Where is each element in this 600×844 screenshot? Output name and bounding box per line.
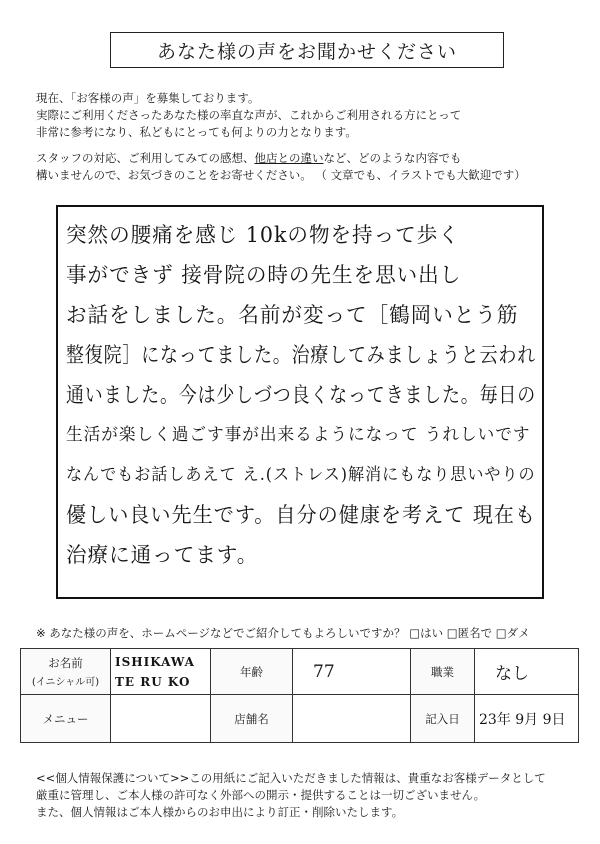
intro-text: [36, 90, 576, 184]
name-value-line2: TE RU KO: [115, 674, 191, 689]
job-field[interactable]: [475, 649, 579, 695]
handwritten-line: 突然の腰痛を感じ 10kの物を持って歩く: [66, 223, 460, 247]
comment-box[interactable]: [56, 205, 544, 599]
date-field[interactable]: [475, 695, 579, 743]
menu-field[interactable]: [111, 695, 211, 743]
handwritten-line: 整復院］になってました。治療してみましょうと云われ: [66, 343, 536, 367]
name-label: [21, 649, 111, 695]
intro-line: 現在、「お客様の声」を募集しております。: [36, 91, 260, 105]
age-value: 77: [313, 661, 335, 682]
name-field[interactable]: [111, 649, 211, 695]
handwritten-line: お話をしました。名前が変って［鶴岡いとう筋: [66, 303, 519, 327]
handwritten-line: 治療に通ってます。: [66, 543, 259, 567]
intro-line: 構いませんので、お気づきのことをお寄せください。 （ 文章でも、イラストでも大歓迎です）: [36, 168, 526, 182]
handwritten-line: 優しい良い先生です。自分の健康を考えて 現在も: [66, 503, 536, 527]
privacy-line: 厳重に管理し、ご本人様の許可なく外部への開示・提供することは一切ございません。: [36, 788, 486, 802]
job-value: なし: [495, 664, 529, 684]
intro-line: 非常に参考になり、私どもにとっても何よりの力となります。: [36, 125, 357, 139]
handwritten-line: なんでもお話しあえて え.(ストレス)解消にもなり思いやりの: [66, 465, 536, 485]
handwritten-line: 通いました。今は少しづつ良くなってきました。毎日の: [66, 383, 536, 407]
handwritten-comment: [66, 207, 546, 575]
privacy-line: <<個人情報保護について>>この用紙にご記入いただきました情報は、貴重なお客様データとして: [36, 771, 546, 785]
date-label: 記入日: [411, 695, 475, 743]
intro-line: スタッフの対応、ご利用してみての感想、: [36, 151, 255, 165]
name-label-sub: (イニシャル可): [31, 677, 100, 688]
handwritten-line: 事ができず 接骨院の時の先生を思い出し: [66, 263, 462, 287]
intro-line: 実際にご利用くださったあなた様の率直な声が、これからご利用される方にとって: [36, 108, 462, 122]
handwritten-line: 生活が楽しく過ごす事が出来るようになって うれしいです: [66, 425, 531, 445]
customer-info-table: [20, 648, 579, 743]
job-label: 職業: [411, 649, 475, 695]
name-value-line1: ISHIKAWA: [115, 654, 195, 669]
date-value: 23年 9月 9日: [479, 711, 566, 728]
age-field[interactable]: [293, 649, 411, 695]
age-label: 年齢: [211, 649, 293, 695]
menu-label: メニュー: [21, 695, 111, 743]
store-field[interactable]: [293, 695, 411, 743]
name-label-text: お名前: [48, 656, 83, 670]
intro-line: など、どのような内容でも: [323, 151, 462, 165]
permission-question: ※ あなた様の声を、ホームページなどでご紹介してもよろしいですか？ □はい □匿名で □ダメ: [36, 626, 530, 640]
intro-underlined-phrase: 他店との違い: [254, 151, 324, 165]
store-label: 店舗名: [211, 695, 293, 743]
privacy-line: また、個人情報はご本人様からのお申出により訂正・削除いたします。: [36, 805, 404, 819]
page-title: あなた様の声をお聞かせください: [110, 32, 504, 68]
privacy-notice: [36, 770, 581, 821]
